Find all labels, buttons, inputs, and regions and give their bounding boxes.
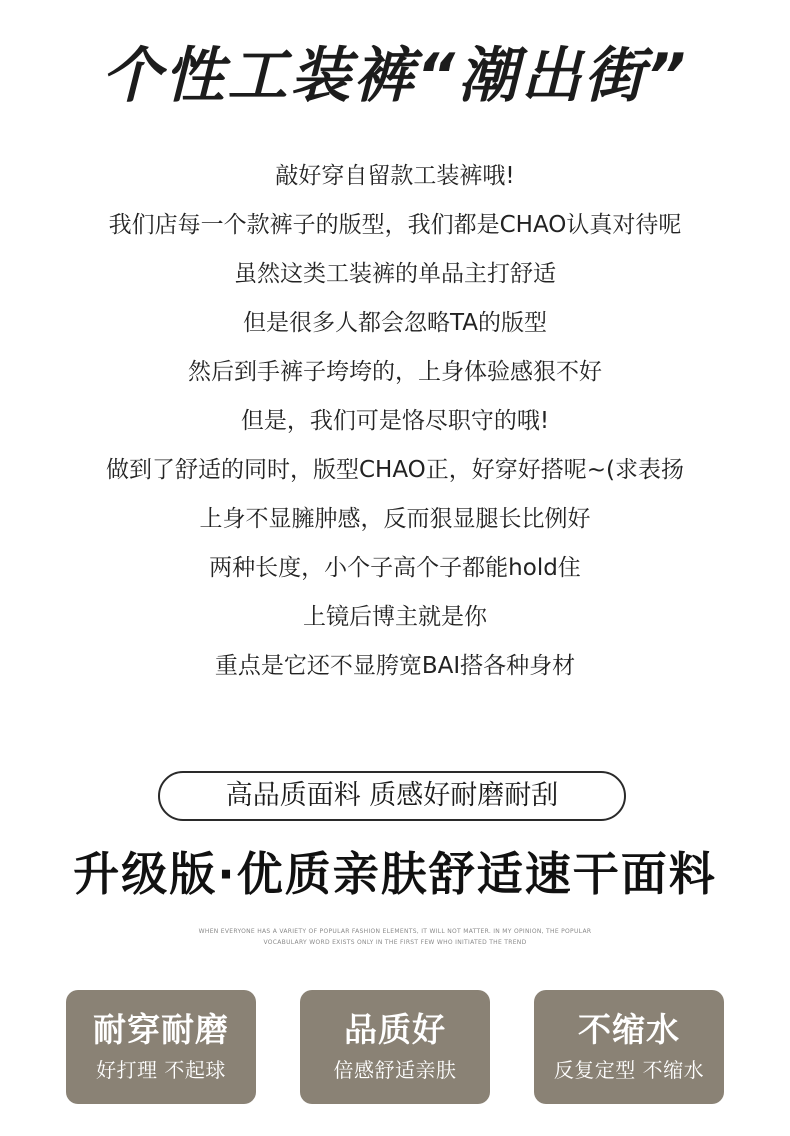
copy-line: 两种长度，小个子高个子都能hold住: [209, 555, 581, 581]
copy-line: 敲好穿自留款工装裤哦!: [275, 163, 515, 189]
copy-line: 我们店每一个款裤子的版型，我们都是CHAO认真对待呢: [108, 212, 682, 238]
description-copy: [0, 152, 790, 691]
copy-line: 虽然这类工装裤的单品主打舒适: [234, 261, 556, 287]
copy-line: 上身不显臃肿感，反而狠显腿长比例好: [199, 506, 591, 532]
feature-card-title: 不缩水: [578, 1010, 680, 1049]
fine-print-line: VOCABULARY WORD EXISTS ONLY IN THE FIRST FEW WHO INITIATED THE TREND: [263, 939, 527, 946]
copy-line: 上镜后博主就是你: [303, 604, 487, 630]
copy-line: 但是很多人都会忽略TA的版型: [243, 310, 547, 336]
page-title: 个性工装裤“潮出街”: [101, 41, 689, 111]
copy-line: 重点是它还不显胯宽BAI搭各种身材: [214, 653, 576, 679]
feature-card-subtitle: 倍感舒适亲肤: [333, 1058, 457, 1082]
fine-print: [0, 926, 790, 948]
fabric-headline: 升级版·优质亲肤舒适速干面料: [73, 847, 717, 901]
feature-card-no-shrink: [534, 990, 724, 1104]
fabric-quality-pill: 高品质面料 质感好耐磨耐刮: [158, 771, 626, 821]
feature-card-title: 耐穿耐磨: [93, 1010, 229, 1049]
copy-line: 做到了舒适的同时，版型CHAO正，好穿好搭呢~(求表扬: [105, 457, 685, 483]
feature-card-durable: [66, 990, 256, 1104]
fine-print-line: WHEN EVERYONE HAS A VARIETY OF POPULAR FASHION ELEMENTS, IT WILL NOT MATTER. IN MY OPINION, THE POPULAR: [198, 928, 592, 935]
feature-cards: [0, 990, 790, 1106]
copy-line: 然后到手裤子垮垮的，上身体验感狠不好: [188, 359, 602, 385]
feature-card-subtitle: 反复定型 不缩水: [553, 1058, 705, 1082]
feature-card-quality: [300, 990, 490, 1104]
feature-card-subtitle: 好打理 不起球: [96, 1058, 226, 1082]
feature-card-title: 品质好: [344, 1010, 446, 1049]
copy-line: 但是，我们可是恪尽职守的哦!: [240, 408, 550, 434]
